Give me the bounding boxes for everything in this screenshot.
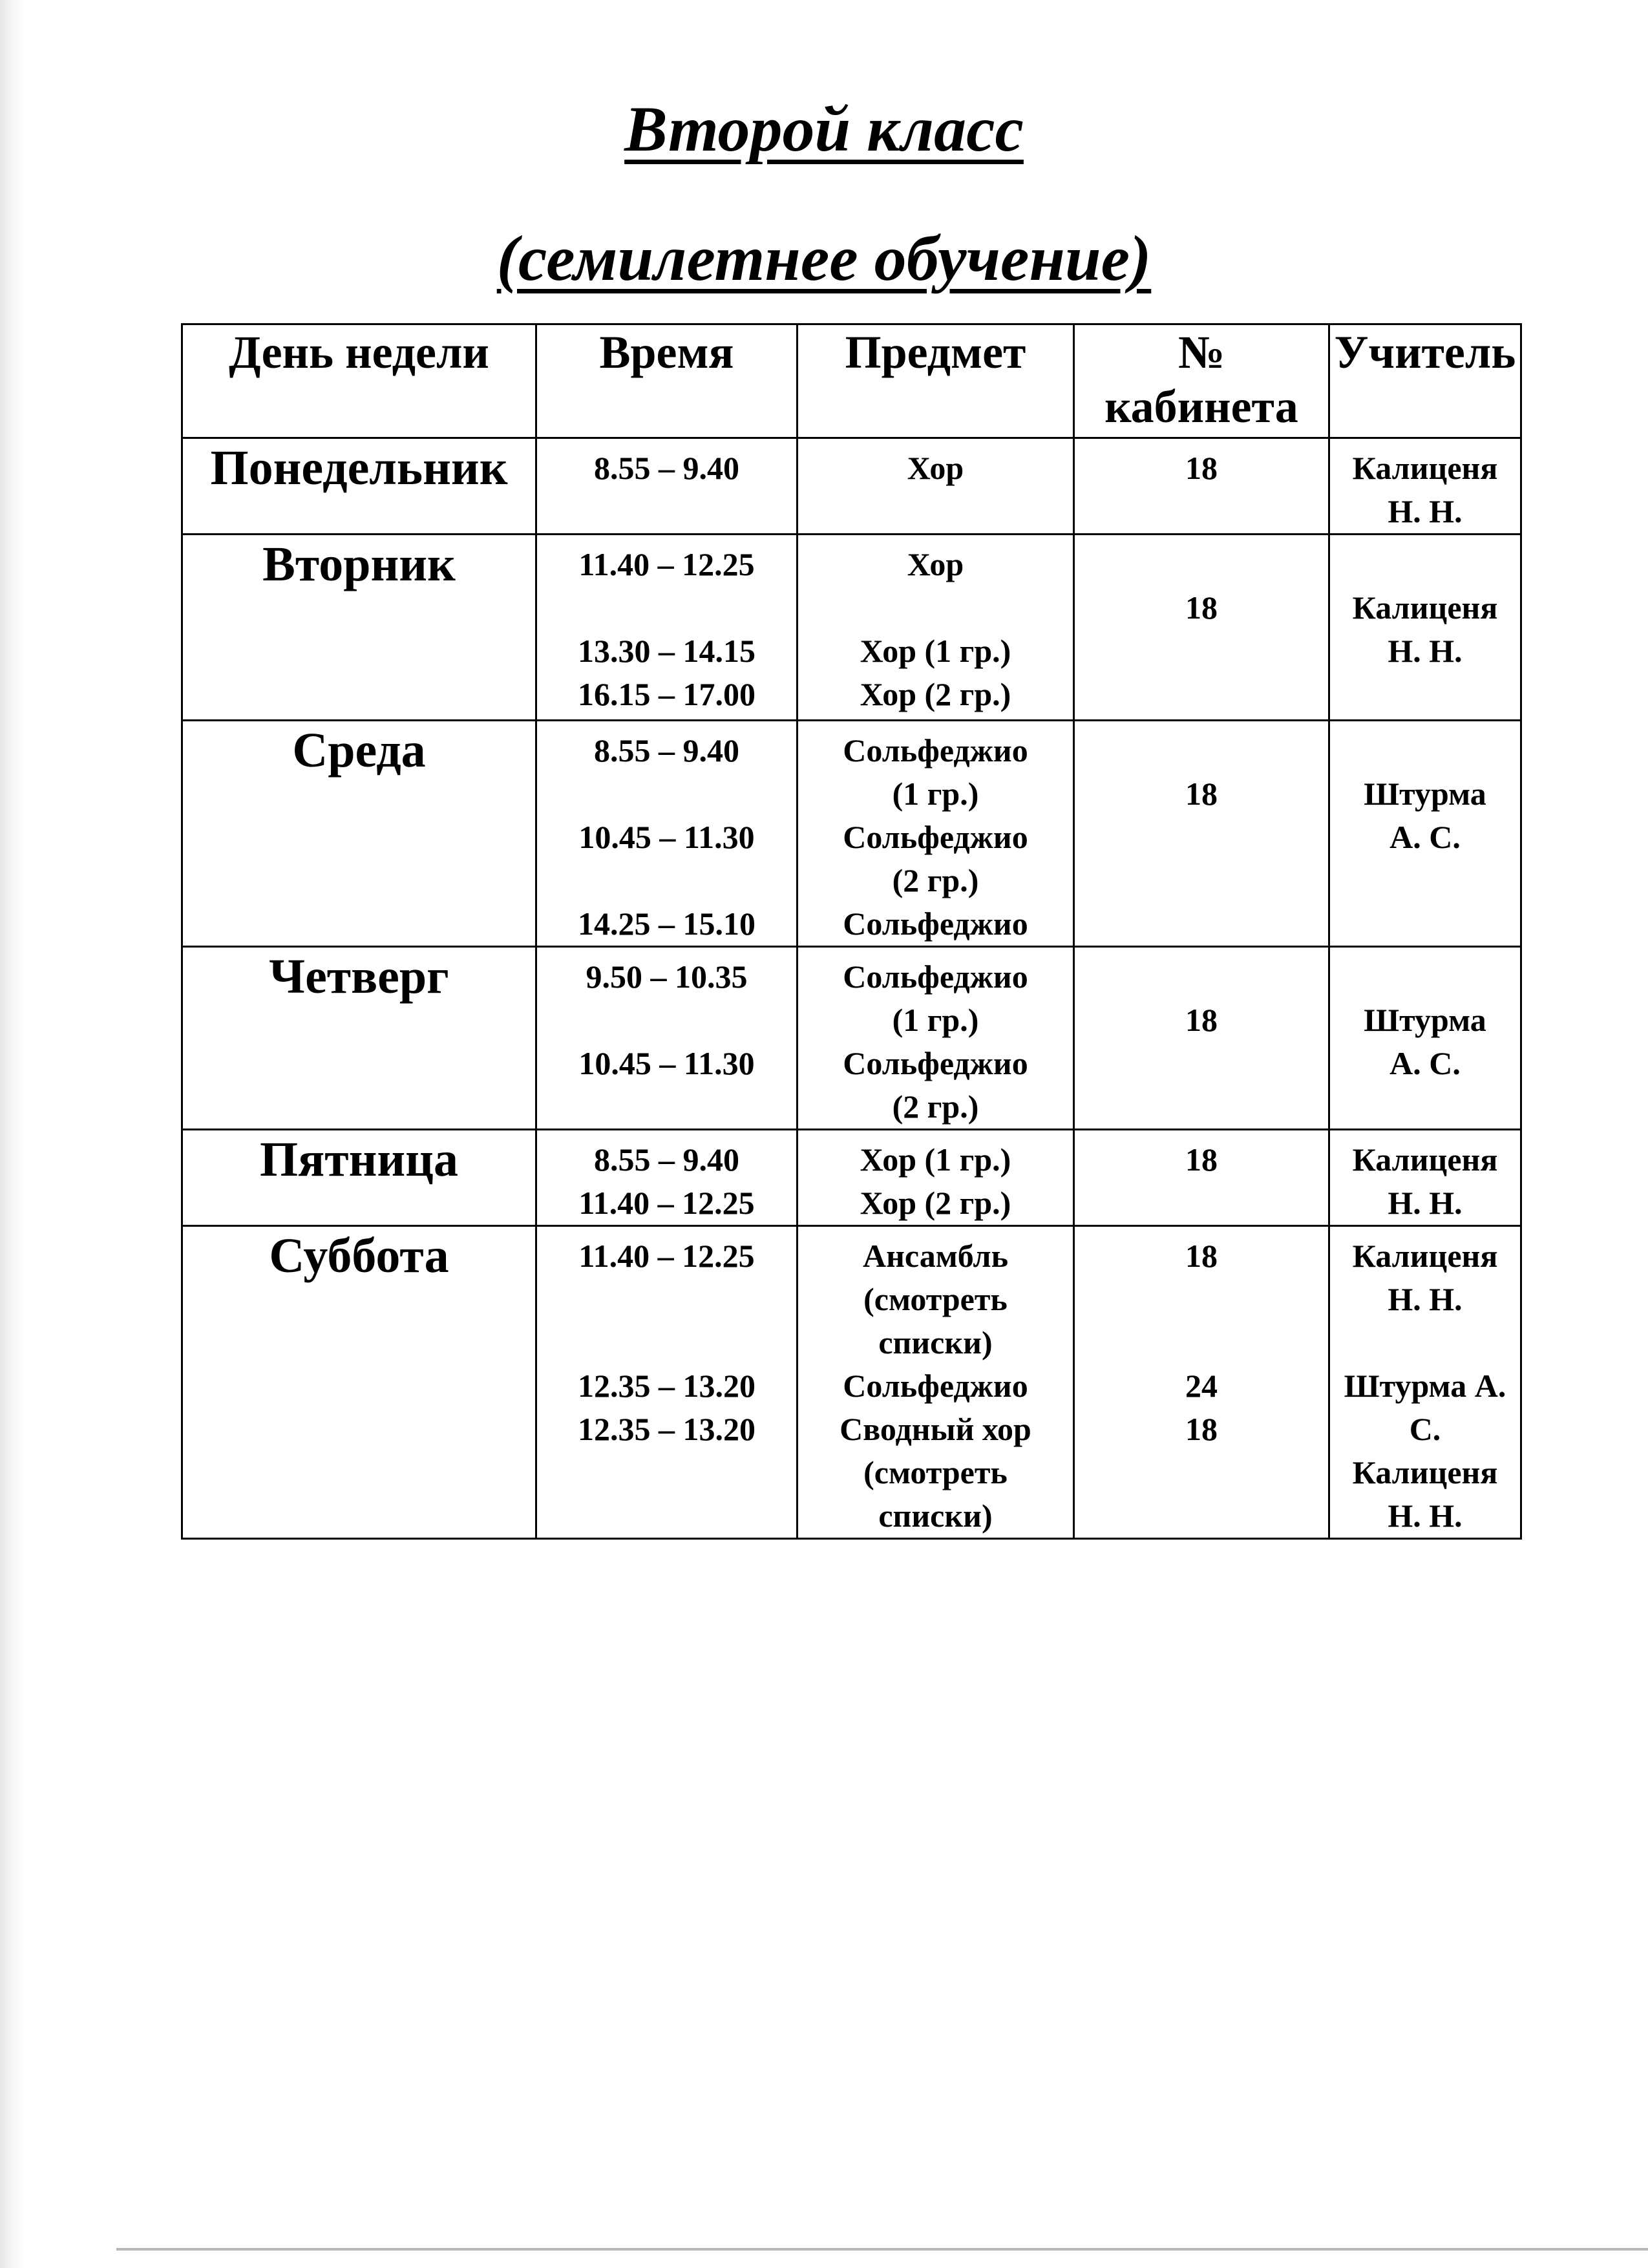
teacher-cell <box>1329 535 1521 721</box>
teacher-cell-line: А. С. <box>1389 819 1461 855</box>
time-cell <box>536 947 798 1130</box>
teacher-cell-line: Штурма <box>1364 776 1486 812</box>
teacher-cell-line: Штурма А. С. <box>1344 1368 1506 1447</box>
subject-cell-line: (1 гр.) <box>892 1002 979 1038</box>
day-cell: Пятница <box>182 1130 536 1226</box>
time-cell-line: 10.45 – 11.30 <box>578 1045 755 1081</box>
time-cell-line: 8.55 – 9.40 <box>594 732 739 768</box>
blank-line <box>537 859 796 902</box>
subject-cell-line: Сольфеджио <box>843 906 1028 942</box>
blank-line <box>1330 1321 1520 1364</box>
time-cell <box>536 1226 798 1539</box>
time-cell-line: 8.55 – 9.40 <box>594 1141 739 1178</box>
subject-cell-line: Сольфеджио <box>843 1045 1028 1081</box>
blank-line <box>798 586 1073 630</box>
teacher-cell-line: Н. Н. <box>1388 1281 1463 1317</box>
subject-cell <box>798 438 1074 535</box>
subject-cell-line: Хор (2 гр.) <box>860 1185 1011 1221</box>
time-cell-line: 14.25 – 15.10 <box>578 906 755 942</box>
subject-cell-line: (смотреть <box>863 1281 1008 1317</box>
header-room-line2: кабинета <box>1104 381 1298 432</box>
table-header-row <box>182 324 1521 438</box>
page-title <box>0 90 1648 168</box>
room-cell-line: 18 <box>1185 589 1218 626</box>
teacher-cell-line: Н. Н. <box>1388 633 1463 669</box>
page-subtitle <box>0 220 1648 297</box>
teacher-cell-line: Калиценя <box>1352 450 1498 486</box>
teacher-cell-line: Н. Н. <box>1388 493 1463 529</box>
time-cell-line: 11.40 – 12.25 <box>578 1185 755 1221</box>
day-cell: Суббота <box>182 1226 536 1539</box>
page-title-text: Второй класс <box>624 93 1024 165</box>
time-cell <box>536 1130 798 1226</box>
subject-cell-line: Хор (1 гр.) <box>860 633 1011 669</box>
header-day: День недели <box>182 324 536 438</box>
header-time: Время <box>536 324 798 438</box>
day-cell: Среда <box>182 721 536 947</box>
teacher-cell-line: Н. Н. <box>1388 1498 1463 1534</box>
room-cell-line: 18 <box>1185 1411 1218 1447</box>
blank-line <box>537 586 796 630</box>
scan-bottom-line <box>116 2248 1648 2251</box>
room-cell-line: 18 <box>1185 1238 1218 1274</box>
room-cell-line: 18 <box>1185 1002 1218 1038</box>
subject-cell-line: Сольфеджио <box>843 959 1028 995</box>
blank-line <box>1075 1278 1328 1321</box>
blank-line <box>1075 1321 1328 1364</box>
header-teacher: Учитель <box>1329 324 1521 438</box>
subject-cell <box>798 535 1074 721</box>
table-row <box>182 947 1521 1130</box>
teacher-cell <box>1329 947 1521 1130</box>
subject-cell <box>798 1130 1074 1226</box>
subject-cell-line: Сводный хор <box>840 1411 1031 1447</box>
schedule-table <box>181 323 1522 1540</box>
subject-cell-line: (смотреть <box>863 1454 1008 1490</box>
subject-cell-line: списки) <box>878 1498 993 1534</box>
subject-cell-line: Сольфеджио <box>843 732 1028 768</box>
teacher-cell-line: Калиценя <box>1352 1238 1498 1274</box>
subject-cell <box>798 947 1074 1130</box>
time-cell-line: 13.30 – 14.15 <box>578 633 755 669</box>
room-cell <box>1074 721 1329 947</box>
subject-cell <box>798 721 1074 947</box>
time-cell-line: 8.55 – 9.40 <box>594 450 739 486</box>
time-cell-line: 11.40 – 12.25 <box>578 1238 755 1274</box>
table-row <box>182 1130 1521 1226</box>
teacher-cell <box>1329 438 1521 535</box>
room-cell-line: 18 <box>1185 776 1218 812</box>
subject-cell-line: Хор <box>907 450 964 486</box>
room-cell <box>1074 535 1329 721</box>
subject-cell-line: Ансамбль <box>862 1238 1009 1274</box>
table-row <box>182 721 1521 947</box>
page-subtitle-text: (семилетнее обучение) <box>496 222 1152 294</box>
day-cell: Четверг <box>182 947 536 1130</box>
room-cell <box>1074 947 1329 1130</box>
teacher-cell-line: Н. Н. <box>1388 1185 1463 1221</box>
time-cell-line: 9.50 – 10.35 <box>586 959 748 995</box>
time-cell <box>536 535 798 721</box>
header-subject: Предмет <box>798 324 1074 438</box>
table-row <box>182 438 1521 535</box>
subject-cell-line: списки) <box>878 1324 993 1361</box>
time-cell-line: 11.40 – 12.25 <box>578 546 755 582</box>
time-cell-line: 12.35 – 13.20 <box>578 1368 755 1404</box>
subject-cell-line: Хор (1 гр.) <box>860 1141 1011 1178</box>
blank-line <box>537 772 796 816</box>
blank-line <box>537 999 796 1042</box>
subject-cell-line: (1 гр.) <box>892 776 979 812</box>
teacher-cell <box>1329 721 1521 947</box>
time-cell-line: 16.15 – 17.00 <box>578 676 755 712</box>
subject-cell-line: Сольфеджио <box>843 819 1028 855</box>
day-cell: Понедельник <box>182 438 536 535</box>
room-cell <box>1074 438 1329 535</box>
scan-shadow-edge <box>0 0 26 2268</box>
schedule-body <box>182 438 1521 1539</box>
subject-cell-line: (2 гр.) <box>892 862 979 898</box>
teacher-cell <box>1329 1130 1521 1226</box>
teacher-cell-line: Штурма <box>1364 1002 1486 1038</box>
teacher-cell-line: Калиценя <box>1352 589 1498 626</box>
time-cell <box>536 438 798 535</box>
subject-cell-line: Хор (2 гр.) <box>860 676 1011 712</box>
header-room-line1: № <box>1178 326 1225 378</box>
subject-cell-line: Сольфеджио <box>843 1368 1028 1404</box>
blank-line <box>537 1278 796 1321</box>
room-cell-line: 24 <box>1185 1368 1218 1404</box>
subject-cell-line: (2 гр.) <box>892 1088 979 1125</box>
subject-cell <box>798 1226 1074 1539</box>
teacher-cell-line: А. С. <box>1389 1045 1461 1081</box>
teacher-cell <box>1329 1226 1521 1539</box>
table-row <box>182 535 1521 721</box>
room-cell <box>1074 1130 1329 1226</box>
day-cell: Вторник <box>182 535 536 721</box>
subject-cell-line: Хор <box>907 546 964 582</box>
table-row <box>182 1226 1521 1539</box>
time-cell <box>536 721 798 947</box>
teacher-cell-line: Калиценя <box>1352 1454 1498 1490</box>
teacher-cell-line: Калиценя <box>1352 1141 1498 1178</box>
header-room <box>1074 324 1329 438</box>
blank-line <box>537 1321 796 1364</box>
room-cell-line: 18 <box>1185 1141 1218 1178</box>
time-cell-line: 12.35 – 13.20 <box>578 1411 755 1447</box>
room-cell-line: 18 <box>1185 450 1218 486</box>
room-cell <box>1074 1226 1329 1539</box>
time-cell-line: 10.45 – 11.30 <box>578 819 755 855</box>
